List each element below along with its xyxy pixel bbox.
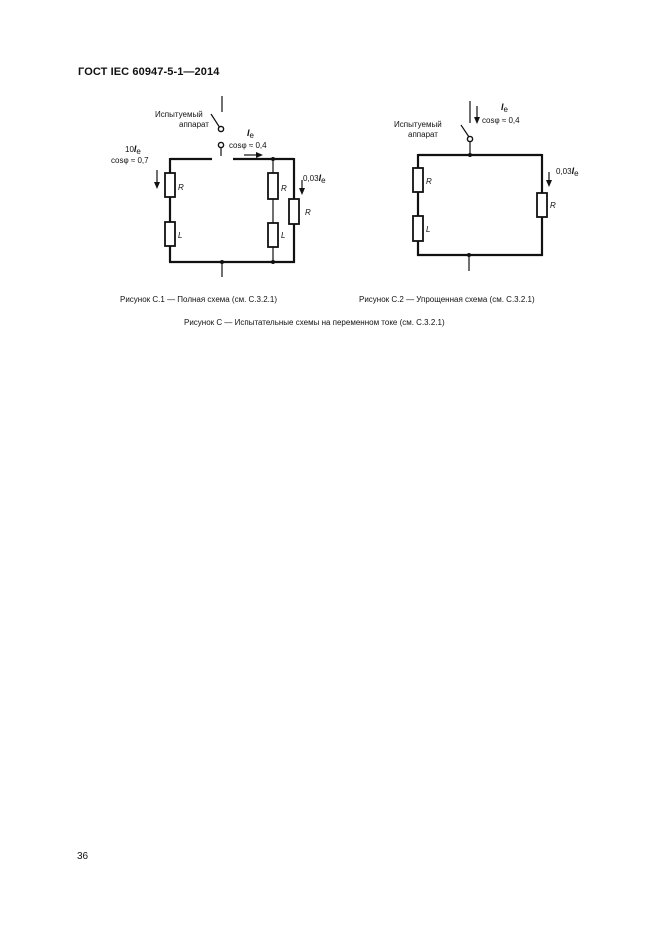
arrow-head <box>299 188 305 195</box>
current-label-right: 0,03Ie <box>303 173 326 185</box>
switch-contact-bottom <box>218 142 223 147</box>
document-header: ГОСТ IEC 60947-5-1—2014 <box>78 66 220 78</box>
arrow-head <box>154 182 160 189</box>
cos-phi-label-top: cosφ ≈ 0,4 <box>229 141 267 150</box>
figure-c1-caption: Рисунок С.1 — Полная схема (см. С.3.2.1) <box>120 295 277 304</box>
current-label-left: 10Ie <box>125 144 141 156</box>
figure-c2-diagram <box>394 101 579 271</box>
arrow-head <box>256 152 263 158</box>
page-number: 36 <box>77 851 89 862</box>
arrow-head <box>546 180 552 187</box>
label-l-left: L <box>426 225 431 234</box>
device-label-line2: аппарат <box>179 120 209 129</box>
resistor-r-left <box>413 168 423 192</box>
inductor-l-left <box>165 222 175 246</box>
label-r-right: R <box>550 201 556 210</box>
cos-phi-label-top: cosφ ≈ 0,4 <box>482 116 520 125</box>
resistor-r-left <box>165 173 175 197</box>
switch-contact <box>467 136 472 141</box>
figure-group-caption: Рисунок С — Испытательные схемы на переменном токе (см. С.3.2.1) <box>184 318 445 327</box>
device-label-line1: Испытуемый <box>155 110 203 119</box>
current-label-top: Ie <box>501 102 508 114</box>
inductor-l-middle <box>268 223 278 247</box>
cos-phi-label-left: cosφ ≈ 0,7 <box>111 156 149 165</box>
resistor-r-right <box>537 193 547 217</box>
inductor-l-left <box>413 216 423 241</box>
label-r-left: R <box>426 177 432 186</box>
switch-blade <box>211 114 220 128</box>
label-r-right: R <box>305 208 311 217</box>
label-l-left: L <box>178 231 183 240</box>
resistor-r-right <box>289 199 299 224</box>
junction-dot <box>468 153 472 157</box>
figure-c1-diagram <box>111 96 326 277</box>
switch-contact-top <box>218 126 223 131</box>
device-label-line1: Испытуемый <box>394 120 442 129</box>
current-label-top: Ie <box>247 128 254 140</box>
current-label-right: 0,03Ie <box>556 166 579 178</box>
device-label-line2: аппарат <box>408 130 438 139</box>
label-l-middle: L <box>281 231 286 240</box>
figure-c2-caption: Рисунок С.2 — Упрощенная схема (см. С.3.2.1) <box>359 295 535 304</box>
arrow-head <box>474 117 480 124</box>
label-r-left: R <box>178 183 184 192</box>
label-r-middle: R <box>281 184 287 193</box>
junction-dot <box>271 157 275 161</box>
resistor-r-middle <box>268 173 278 199</box>
switch-blade <box>461 125 469 137</box>
